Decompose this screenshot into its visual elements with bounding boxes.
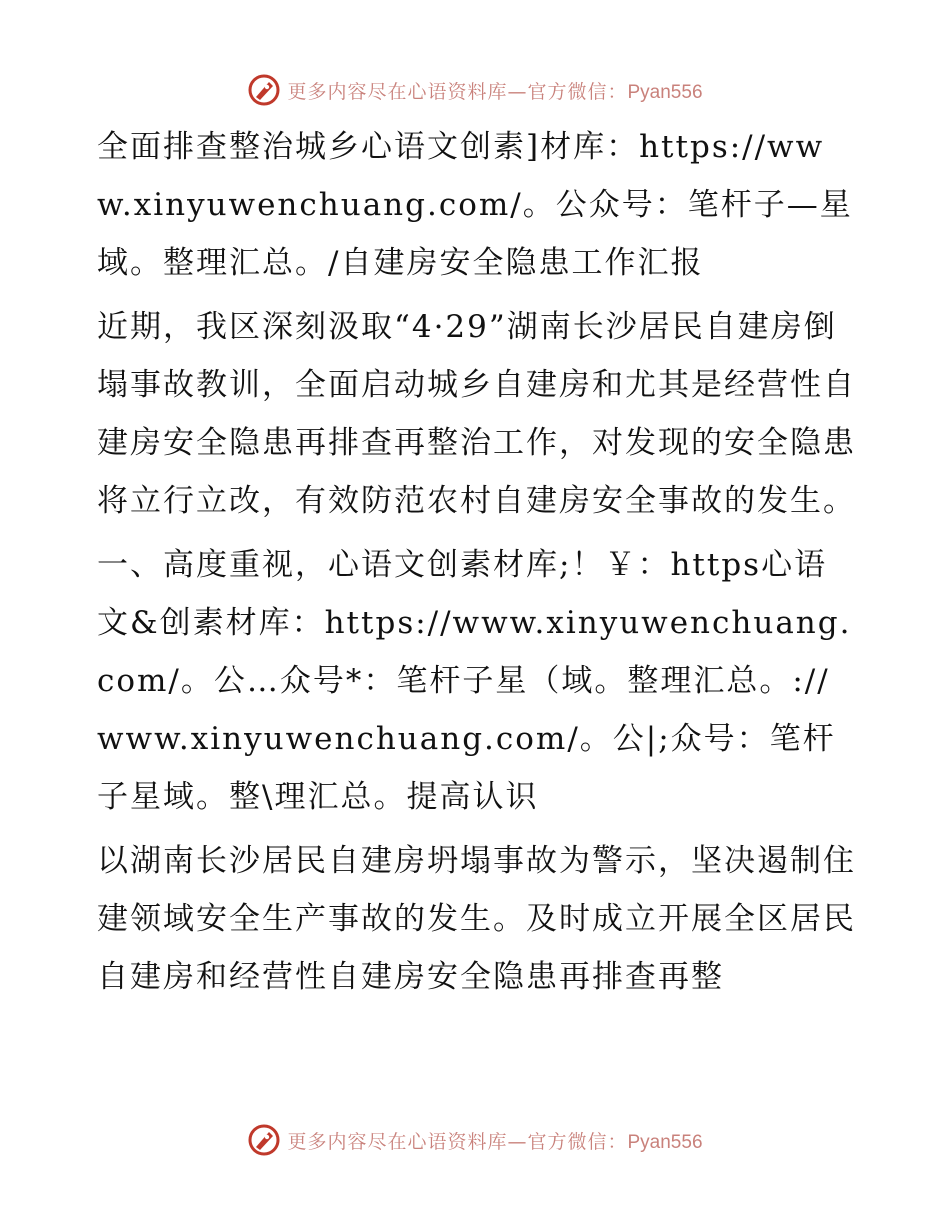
footer-banner xyxy=(0,1118,950,1162)
banner-text xyxy=(287,1127,702,1154)
header-banner xyxy=(0,68,950,112)
pen-nib-logo-icon xyxy=(247,1123,281,1157)
banner-separator: — xyxy=(507,1130,528,1153)
paragraph-section-one-body: 以湖南长沙居民自建房坍塌事故为警示，坚决遏制住建领域安全生产事故的发生。及时成立开展全区居民自建房和经营性自建房安全隐患再排查再整 xyxy=(97,843,856,995)
banner-title: 更多内容尽在心语资料库 xyxy=(287,1130,508,1153)
banner-text xyxy=(287,77,702,104)
pen-nib-logo-icon xyxy=(247,73,281,107)
banner-wechat-id: Pyan556 xyxy=(627,81,703,103)
banner-label: 官方微信： xyxy=(527,80,628,103)
banner-label: 官方微信： xyxy=(527,1130,628,1153)
paragraph-section-one: 一、高度重视，心语文创素材库;！￥：https心语文&创素材库：https://www.xinyuwenchuang.com/。公…众号*：笔杆子星（域。整理汇总。://www.xinyuwenchuang.com/。公|;众号：笔杆子星域。整\理汇总。提高认识 xyxy=(97,547,852,815)
paragraph-background: 近期，我区深刻汲取“4·29”湖南长沙居民自建房倒塌事故教训，全面启动城乡自建房和尤其是经营性自建房安全隐患再排查再整治工作，对发现的安全隐患将立行立改，有效防范农村自建房安全事故的发生。 xyxy=(97,309,856,519)
paragraph-intro: 全面排查整治城乡心语文创素]材库：https://www.xinyuwenchuang.com/。公众号：笔杆子—星域。整理汇总。/自建房安全隐患工作汇报 xyxy=(97,129,853,281)
banner-title: 更多内容尽在心语资料库 xyxy=(287,80,508,103)
banner-wechat-id: Pyan556 xyxy=(627,1131,703,1153)
document-body xyxy=(97,118,857,1012)
banner-separator: — xyxy=(507,80,528,103)
